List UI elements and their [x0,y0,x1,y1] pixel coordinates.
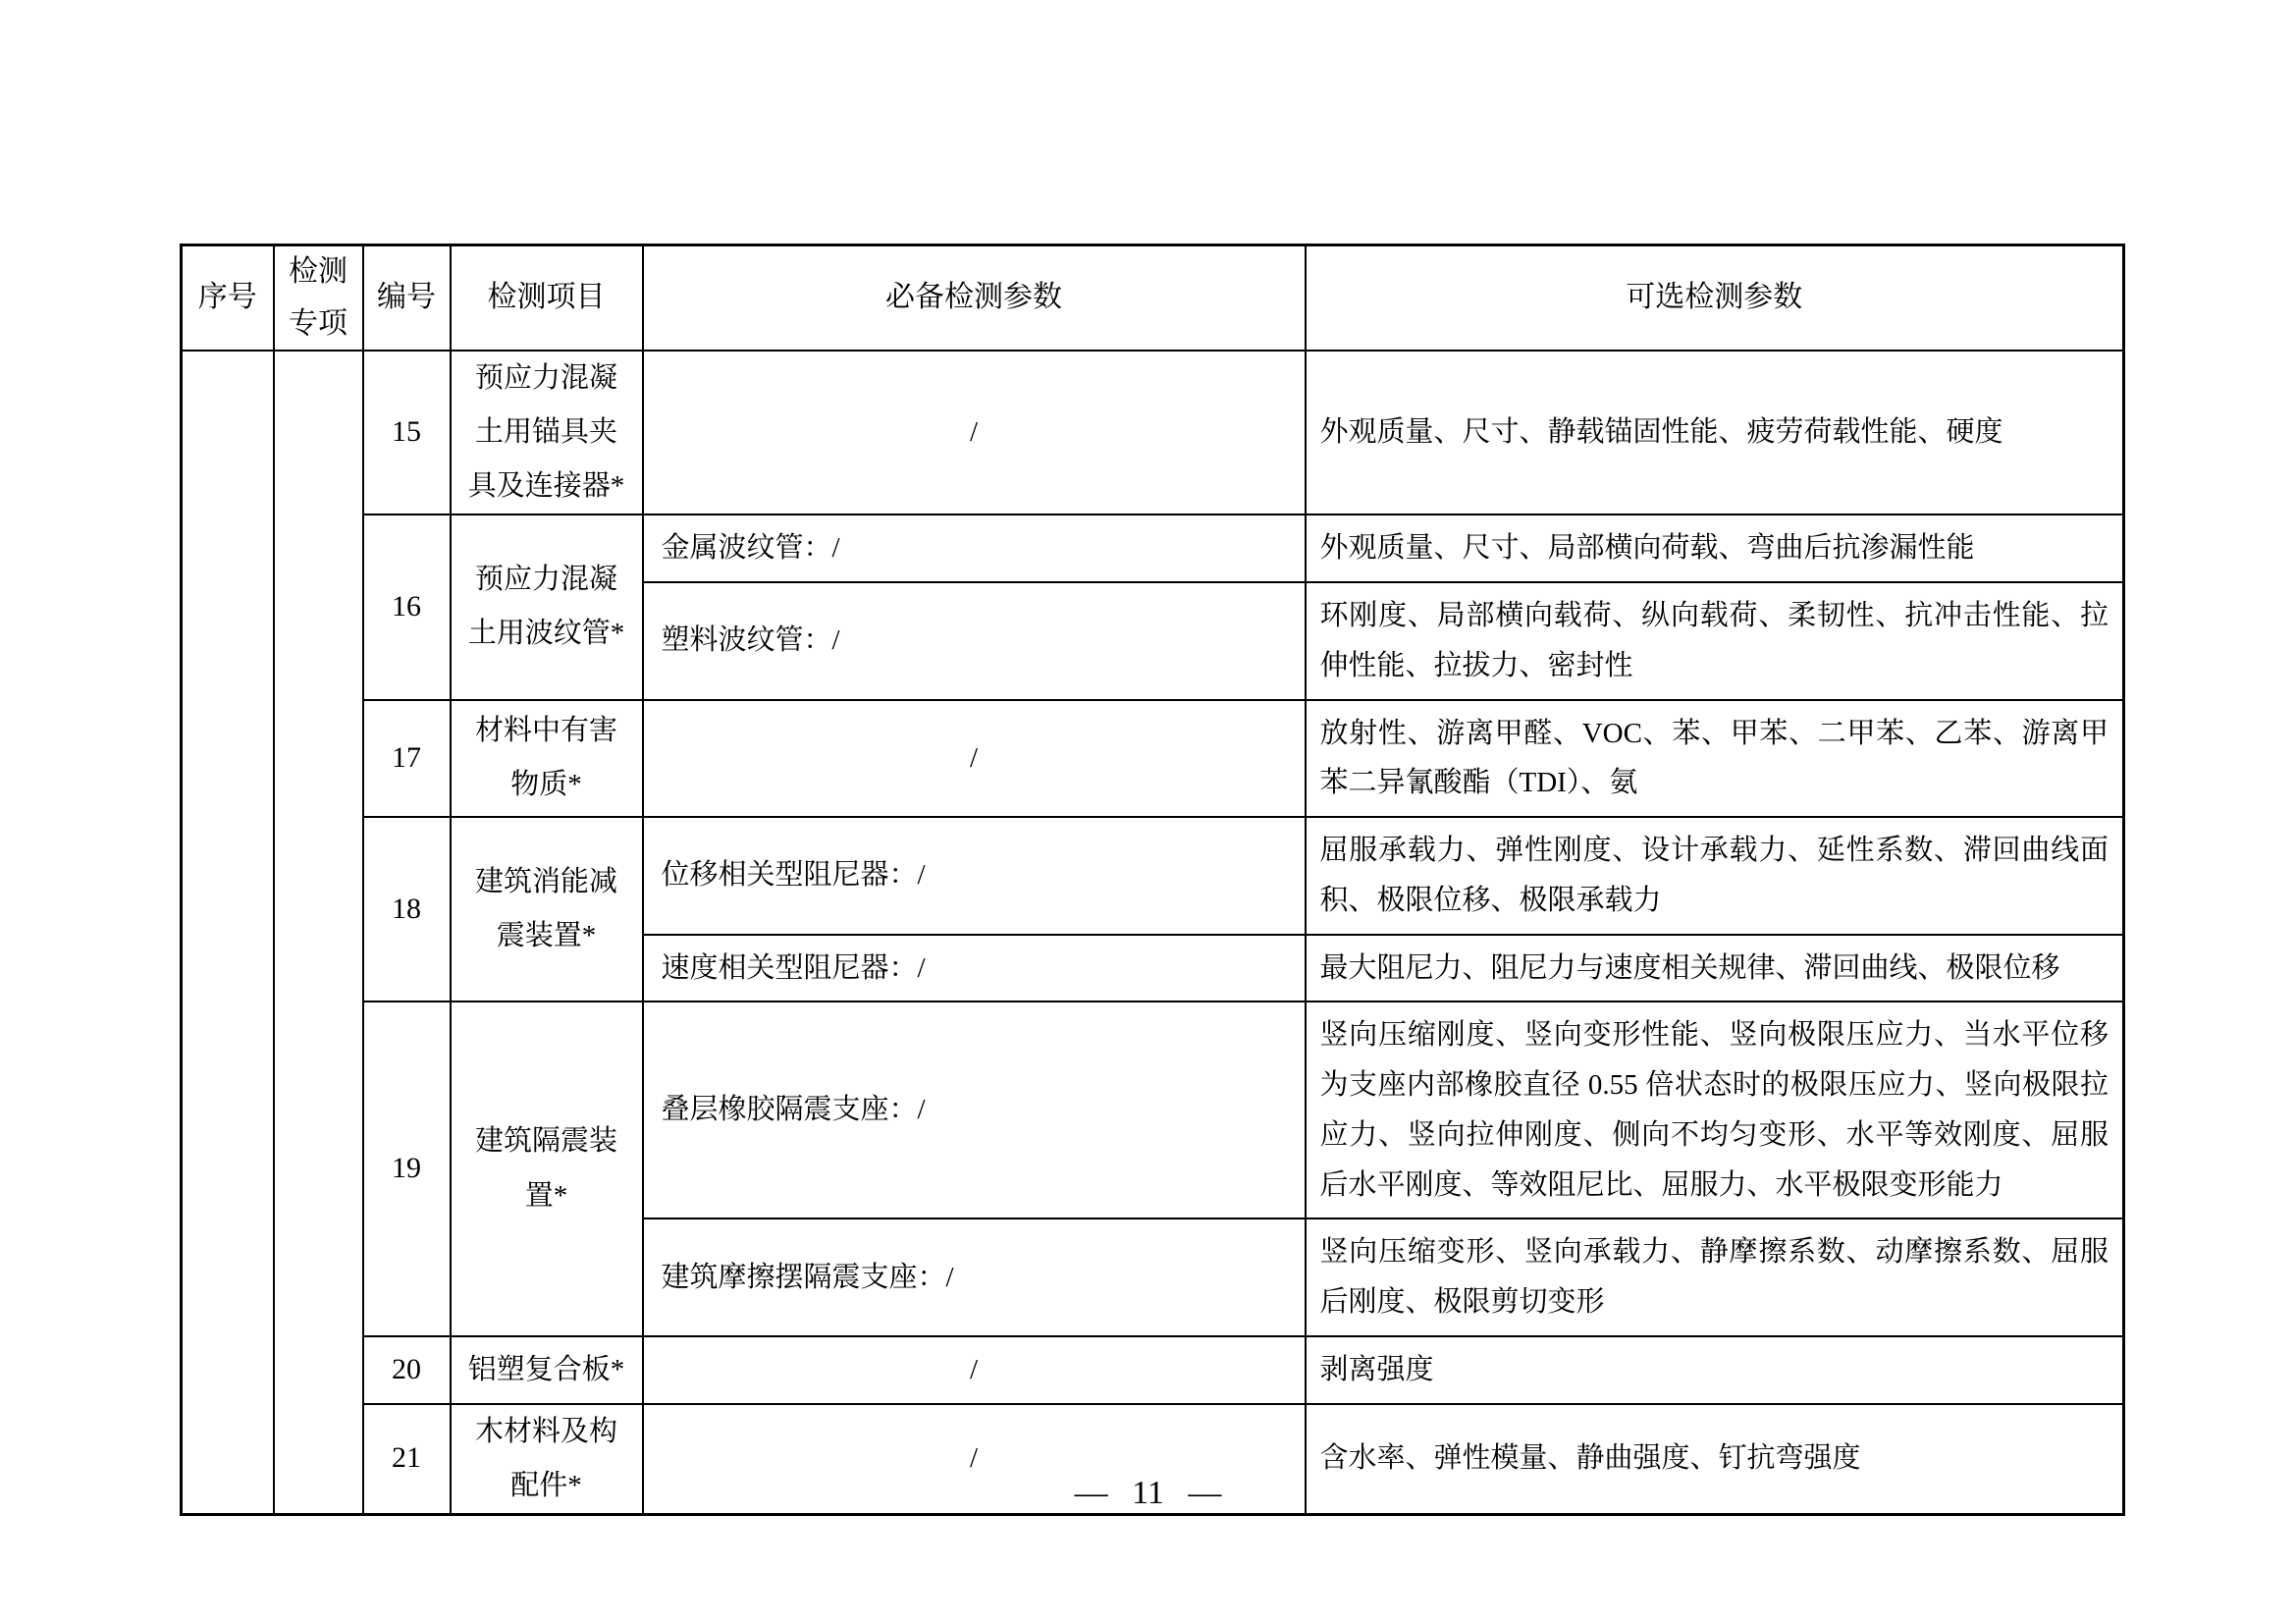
row-16-sub-1 [182,514,2124,582]
page-number-footer: — 11 — [1074,1475,1222,1511]
row-21-item: 木材料及构配件* [451,1404,643,1515]
row-19-number: 19 [363,1001,451,1336]
row-21-required: / [643,1404,1306,1515]
row-17-number: 17 [363,700,451,818]
special-merged-cell [274,351,363,1514]
row-20-required: / [643,1336,1306,1404]
row-18-sub-1-optional: 屈服承载力、弹性刚度、设计承载力、延性系数、滞回曲线面积、极限位移、极限承载力 [1306,817,2124,935]
row-15-required: / [643,351,1306,514]
row-19-sub-1 [182,1001,2124,1218]
row-20-number: 20 [363,1336,451,1404]
row-18-sub-1 [182,817,2124,935]
inspection-parameters-table [180,244,2125,1516]
col-header-special: 检测专项 [274,245,363,352]
row-16-sub-1-optional: 外观质量、尺寸、局部横向荷载、弯曲后抗渗漏性能 [1306,514,2124,582]
row-20-optional: 剥离强度 [1306,1336,2124,1404]
row-15 [182,351,2124,514]
row-16-sub-2-required: 塑料波纹管：/ [643,582,1306,700]
serial-merged-cell [182,351,274,1514]
row-17-item: 材料中有害物质* [451,700,643,818]
row-15-number: 15 [363,351,451,514]
row-20 [182,1336,2124,1404]
row-21-number: 21 [363,1404,451,1515]
col-header-serial: 序号 [182,245,274,352]
row-16-sub-2-optional: 环刚度、局部横向载荷、纵向载荷、柔韧性、抗冲击性能、拉伸性能、拉拔力、密封性 [1306,582,2124,700]
row-17-required: / [643,700,1306,818]
row-21-optional: 含水率、弹性模量、静曲强度、钉抗弯强度 [1306,1404,2124,1515]
row-19-sub-1-optional: 竖向压缩刚度、竖向变形性能、竖向极限压应力、当水平位移为支座内部橡胶直径 0.55 倍状态时的极限压应力、竖向极限拉应力、竖向拉伸刚度、侧向不均匀变形、水平等效刚度、屈服后水平刚度、等效阻尼比、屈服力、水平极限变形能力 [1306,1001,2124,1218]
row-15-item: 预应力混凝土用锚具夹具及连接器* [451,351,643,514]
row-20-item: 铝塑复合板* [451,1336,643,1404]
col-header-required: 必备检测参数 [643,245,1306,352]
row-18-sub-2-required: 速度相关型阻尼器：/ [643,935,1306,1002]
row-18-item: 建筑消能减震装置* [451,817,643,1001]
col-header-optional: 可选检测参数 [1306,245,2124,352]
row-18-sub-2-optional: 最大阻尼力、阻尼力与速度相关规律、滞回曲线、极限位移 [1306,935,2124,1002]
row-16-number: 16 [363,514,451,699]
row-19-item: 建筑隔震装置* [451,1001,643,1336]
col-header-number: 编号 [363,245,451,352]
col-header-item: 检测项目 [451,245,643,352]
row-16-item: 预应力混凝土用波纹管* [451,514,643,699]
row-15-optional: 外观质量、尺寸、静载锚固性能、疲劳荷载性能、硬度 [1306,351,2124,514]
row-17 [182,700,2124,818]
row-17-optional: 放射性、游离甲醛、VOC、苯、甲苯、二甲苯、乙苯、游离甲苯二异氰酸酯（TDI）、氨 [1306,700,2124,818]
row-19-sub-2-required: 建筑摩擦摆隔震支座：/ [643,1218,1306,1336]
row-19-sub-2-optional: 竖向压缩变形、竖向承载力、静摩擦系数、动摩擦系数、屈服后刚度、极限剪切变形 [1306,1218,2124,1336]
header-row [182,245,2124,352]
row-18-number: 18 [363,817,451,1001]
row-16-sub-1-required: 金属波纹管：/ [643,514,1306,582]
row-19-sub-1-required: 叠层橡胶隔震支座：/ [643,1001,1306,1218]
row-18-sub-1-required: 位移相关型阻尼器：/ [643,817,1306,935]
